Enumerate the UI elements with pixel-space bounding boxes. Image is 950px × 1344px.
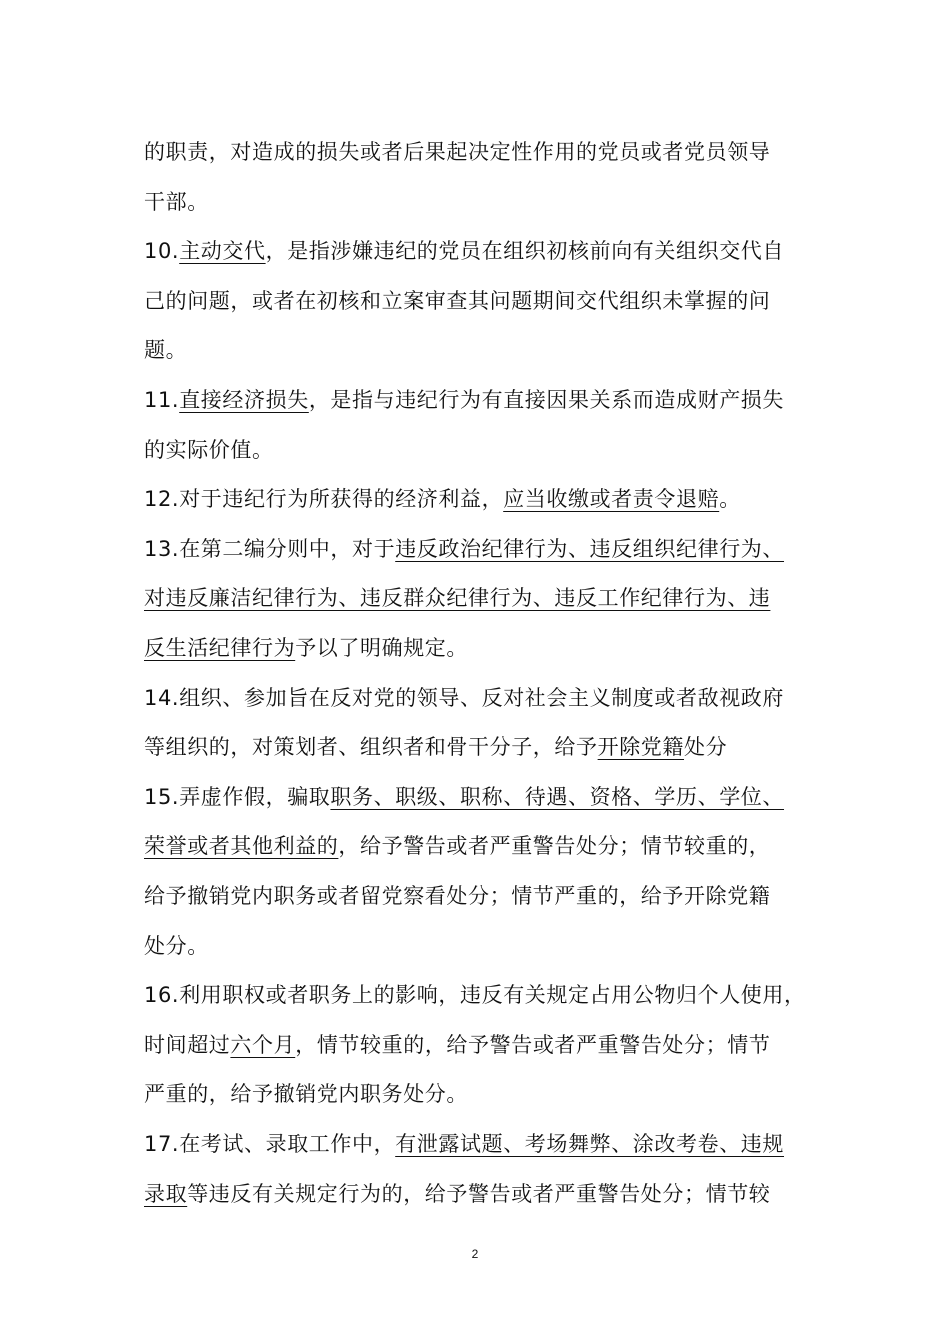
underlined-text: 职务、职级、职称、待遇、资格、学历、学位、 bbox=[330, 785, 785, 809]
text-segment: 处分 bbox=[684, 735, 728, 759]
text-segment: 给予撤销党内职务或者留党察看处分；情节严重的，给予开除党籍 bbox=[144, 884, 771, 908]
text-line bbox=[144, 529, 824, 569]
text-line bbox=[144, 628, 824, 668]
text-line bbox=[144, 975, 824, 1015]
text-segment: 12.对于违纪行为所获得的经济利益， bbox=[144, 487, 504, 511]
text-segment: ，是指与违纪行为有直接因果关系而造成财产损失 bbox=[308, 388, 785, 412]
text-line bbox=[144, 479, 824, 519]
text-line bbox=[144, 231, 824, 271]
underlined-text: 应当收缴或者责令退赔 bbox=[503, 487, 720, 511]
text-line bbox=[144, 1025, 824, 1065]
text-segment: 予以了明确规定。 bbox=[295, 636, 469, 660]
text-segment: 11. bbox=[144, 388, 180, 412]
text-line bbox=[144, 182, 824, 222]
text-segment: 的实际价值。 bbox=[144, 438, 274, 462]
text-line bbox=[144, 1174, 824, 1214]
text-segment: 14.组织、参加旨在反对党的领导、反对社会主义制度或者敌视政府 bbox=[144, 686, 784, 710]
text-line bbox=[144, 380, 824, 420]
text-line bbox=[144, 1124, 824, 1164]
text-line bbox=[144, 926, 824, 966]
text-segment: 16.利用职权或者职务上的影响，违反有关规定占用公物归个人使用， bbox=[144, 983, 806, 1007]
underlined-text: 反生活纪律行为 bbox=[144, 636, 296, 660]
text-line bbox=[144, 132, 824, 172]
text-segment: ，给予警告或者严重警告处分；情节较重的， bbox=[338, 834, 771, 858]
text-segment: 13.在第二编分则中，对于 bbox=[144, 537, 396, 561]
text-line bbox=[144, 578, 824, 618]
text-segment: 15.弄虚作假，骗取 bbox=[144, 785, 331, 809]
text-segment: 干部。 bbox=[144, 190, 209, 214]
text-segment: 10. bbox=[144, 239, 180, 263]
text-segment: 等违反有关规定行为的，给予警告或者严重警告处分；情节较 bbox=[187, 1182, 771, 1206]
underlined-text: 主动交代 bbox=[179, 239, 266, 263]
text-segment: ，情节较重的，给予警告或者严重警告处分；情节 bbox=[295, 1033, 771, 1057]
underlined-text: 荣誉或者其他利益的 bbox=[144, 834, 339, 858]
text-segment: 17.在考试、录取工作中， bbox=[144, 1132, 396, 1156]
text-segment: 题。 bbox=[144, 338, 188, 362]
text-line bbox=[144, 430, 824, 470]
text-line bbox=[144, 1074, 824, 1114]
underlined-text: 开除党籍 bbox=[597, 735, 685, 759]
text-segment: 等组织的，对策划者、组织者和骨干分子，给予 bbox=[144, 735, 598, 759]
underlined-text: 违反政治纪律行为、违反组织纪律行为、 bbox=[395, 537, 785, 561]
text-line bbox=[144, 727, 824, 767]
text-line bbox=[144, 678, 824, 718]
underlined-text: 录取 bbox=[144, 1182, 188, 1206]
underlined-text: 有泄露试题、考场舞弊、涂改考卷、违规 bbox=[395, 1132, 785, 1156]
text-line bbox=[144, 876, 824, 916]
text-segment: 严重的，给予撤销党内职务处分。 bbox=[144, 1082, 468, 1106]
text-line bbox=[144, 826, 824, 866]
text-line bbox=[144, 281, 824, 321]
underlined-text: 直接经济损失 bbox=[179, 388, 309, 412]
text-segment: 己的问题，或者在初核和立案审查其问题期间交代组织未掌握的问 bbox=[144, 289, 771, 313]
page-number: 2 bbox=[471, 1247, 479, 1261]
text-segment: 处分。 bbox=[144, 934, 209, 958]
underlined-text: 六个月 bbox=[230, 1033, 296, 1057]
underlined-text: 对违反廉洁纪律行为、违反群众纪律行为、违反工作纪律行为、违 bbox=[144, 586, 771, 610]
text-segment: 的职责，对造成的损失或者后果起决定性作用的党员或者党员领导 bbox=[144, 140, 771, 164]
text-line bbox=[144, 330, 824, 370]
text-segment: 时间超过 bbox=[144, 1033, 231, 1057]
text-line bbox=[144, 777, 824, 817]
text-segment: ，是指涉嫌违纪的党员在组织初核前向有关组织交代自 bbox=[265, 239, 785, 263]
text-segment: 。 bbox=[719, 487, 741, 511]
